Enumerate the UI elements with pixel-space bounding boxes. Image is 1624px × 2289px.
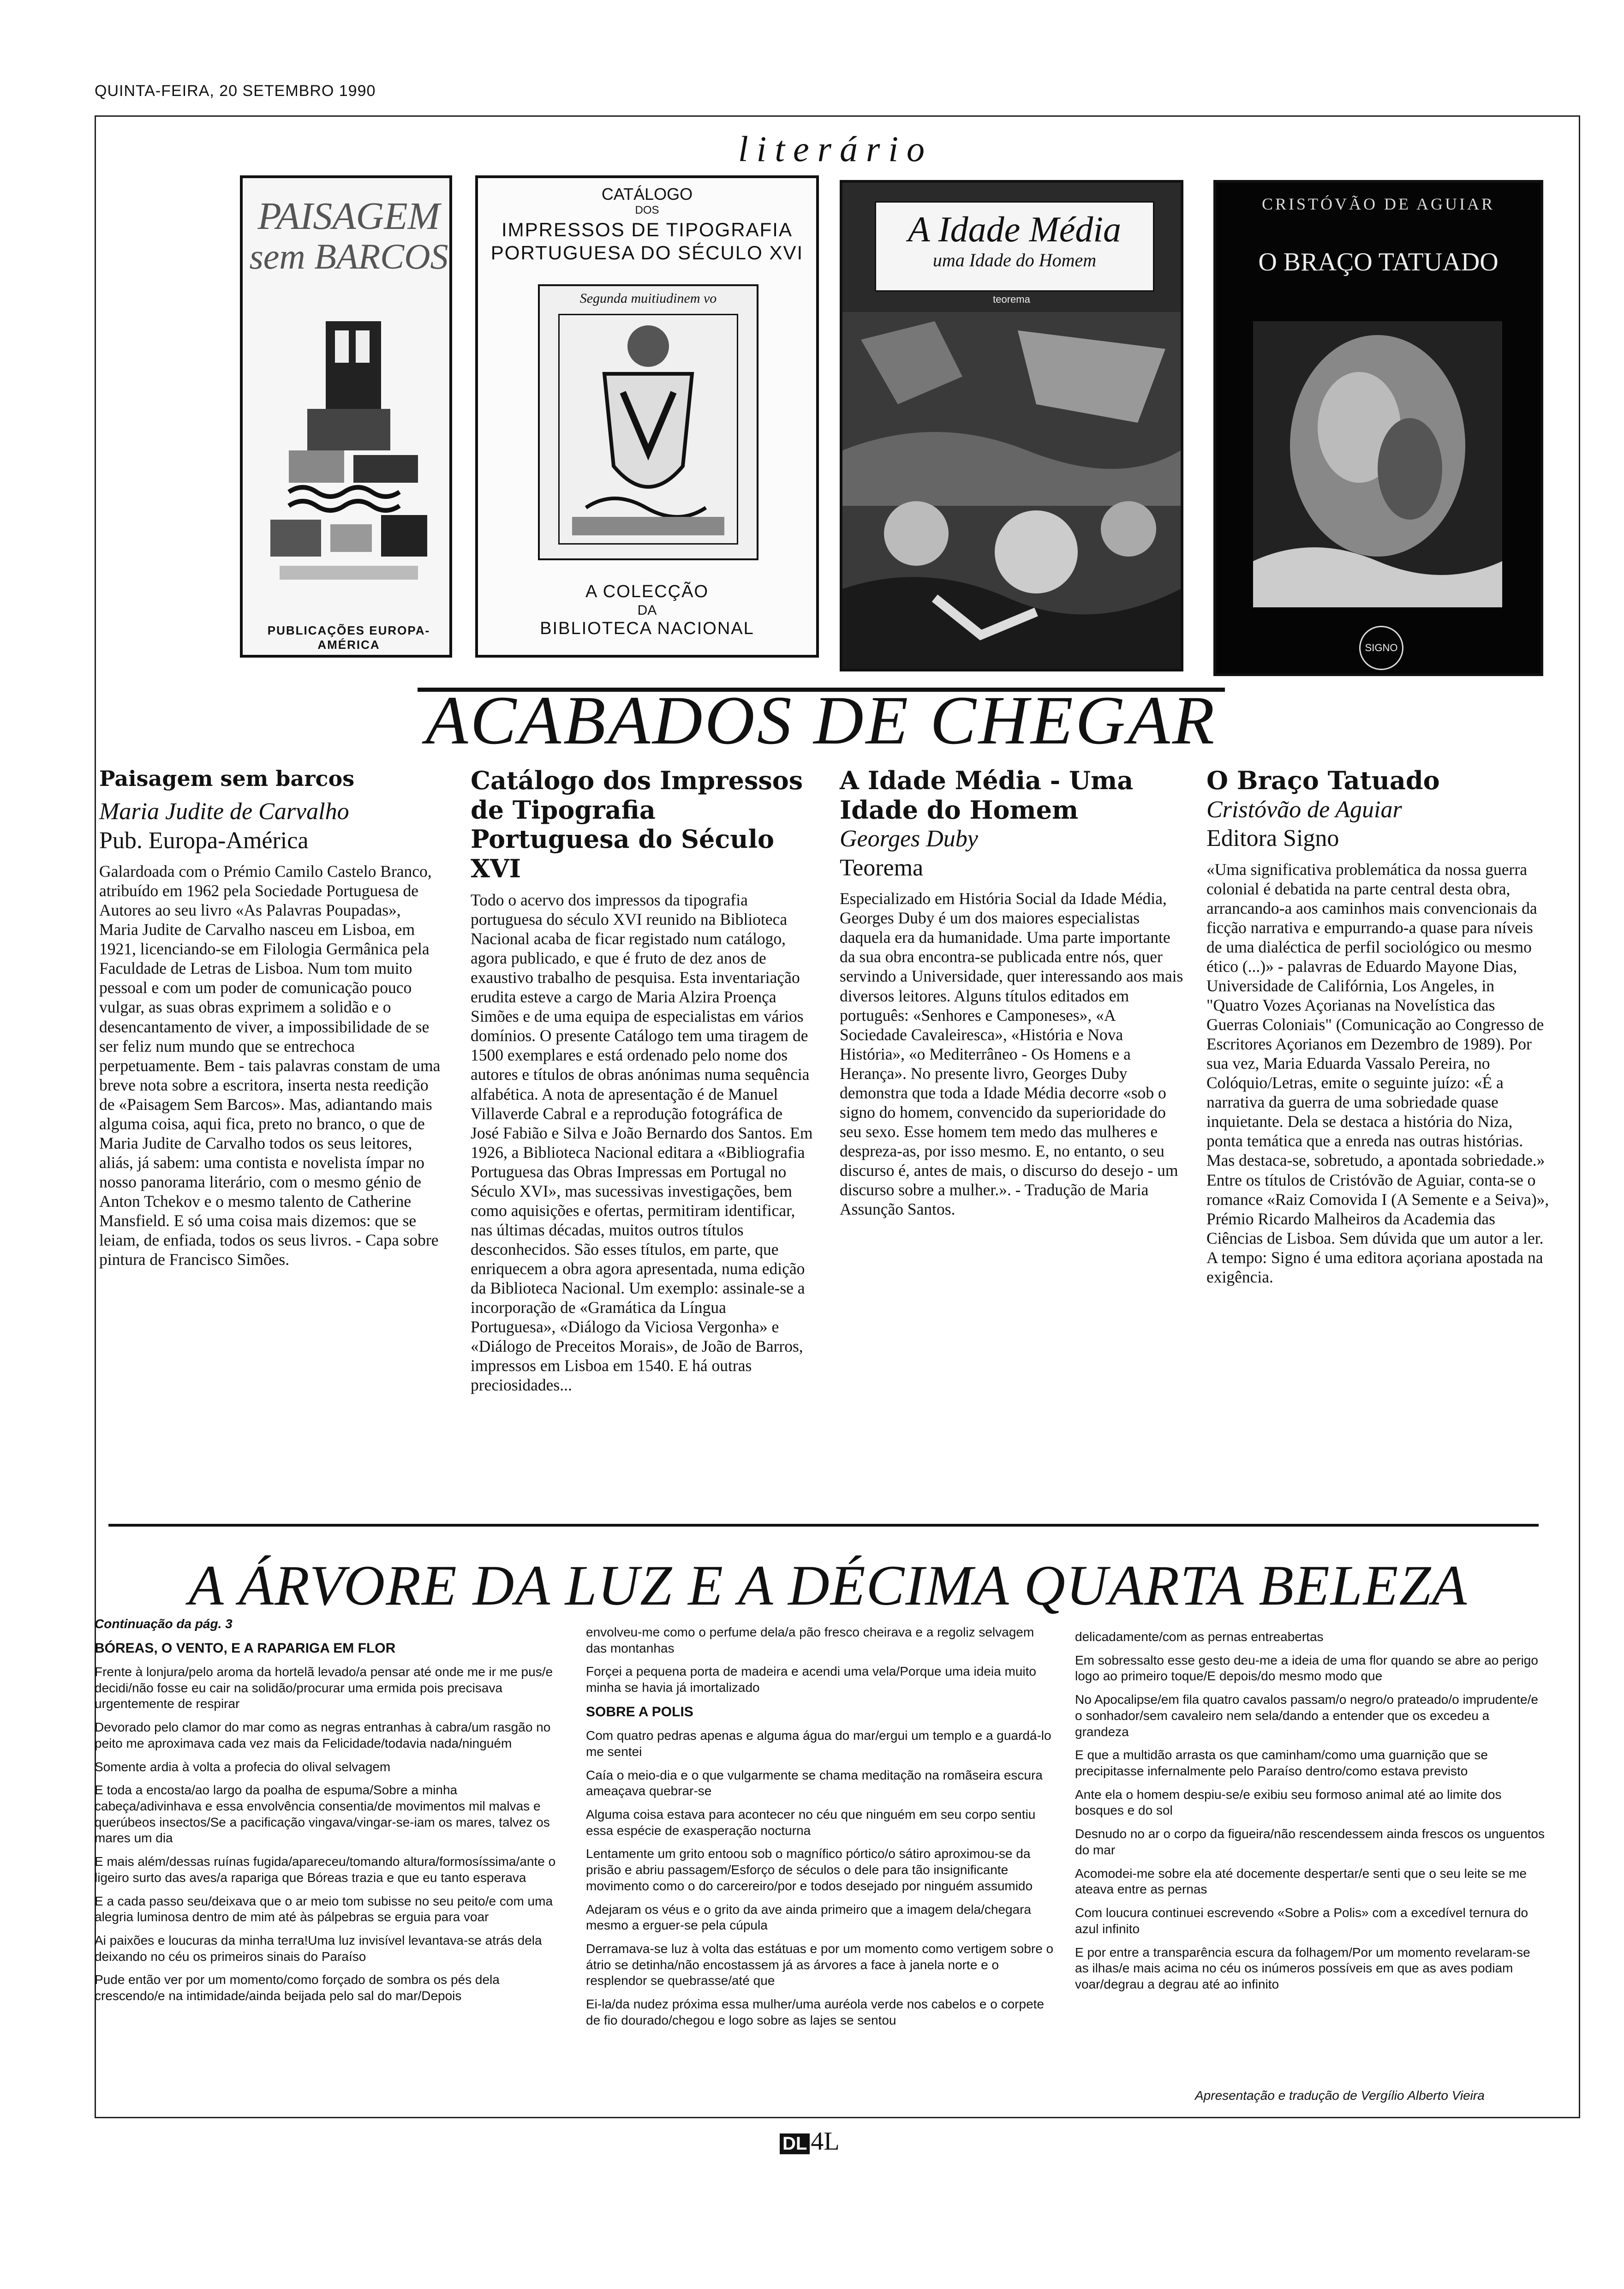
- poem-stanza: Acomodei-me sobre ela até docemente despertar/e senti que o seu leite se me ateava entre as pernas: [1075, 1866, 1527, 1897]
- cover-top2: DOS: [635, 204, 659, 216]
- book-cover-catalogo: [475, 175, 819, 658]
- review-idade-media: [840, 766, 1183, 1219]
- poem-stanza: Com quatro pedras apenas e alguma água do mar/ergui um templo e a guardá-lo me sentei: [586, 1728, 1051, 1759]
- cover-top3: IMPRESSOS DE TIPOGRAFIA: [501, 219, 793, 240]
- poem-stanza: Ei-la/da nudez próxima essa mulher/uma auréola verde nos cabelos e o corpete de fio dourado/chegou e logo sobre as lajes se sentou: [586, 1997, 1045, 2027]
- poem-column-3: [1075, 1629, 1546, 2000]
- poem-stanza: E mais além/dessas ruínas fugida/apareceu/tomando altura/formosíssima/ante o ligeiro surto das aves/a rapariga que Bóreas trazia e que eu tanto esperava: [95, 1854, 556, 1885]
- translation-credit: Apresentação e tradução de Vergílio Alberto Vieira: [1195, 2088, 1485, 2103]
- poem-stanza: Com loucura continuei escrevendo «Sobre a Polis» com a excedível ternura do azul infinito: [1075, 1906, 1528, 1936]
- review-title: O Braço Tatuado: [1206, 766, 1440, 795]
- poem-stanza: No Apocalipse/em fila quatro cavalos passam/o negro/o prateado/o imprudente/e o sonhador/sem cavaleiro nem sela/dando a entender que os excedeu a grandeza: [1075, 1692, 1538, 1739]
- medieval-painting-illustration: [842, 312, 1181, 671]
- poem-stanza: Alguma coisa estava para acontecer no céu que ninguém em seu corpo sentiu essa espécie de exasperação nocturna: [586, 1807, 1036, 1838]
- poem-column-2: [586, 1624, 1057, 2036]
- review-publisher: Teorema: [840, 854, 924, 881]
- poem-stanza: E a cada passo seu/deixava que o ar meio tom subisse no seu peito/e com uma alegria luminosa dentro de mim até às pálpebras se erguia para voar: [95, 1894, 553, 1924]
- review-body: Todo o acervo dos impressos da tipografia portuguesa do século XVI reunido na Biblioteca Nacional acaba de ficar registado num catálogo, agora publicado, e que é fruto de dez anos de exaustivo trabalho de pesquisa. Esta inventariação erudita esteve a cargo de Maria Alzira Proença Simões e de uma equipa de especialistas em vários domínios. O presente Catálogo tem uma tiragem de 1500 exemplares e está ordenado pelo nome dos autores e títulos de obras anónimas numa sequência alfabética. A nota de apresentação é de Manuel Villaverde Cabral e a reprodução fotográfica de José Fabião e Silva e João Bernardo dos Santos. Em 1926, a Biblioteca Nacional editara a «Bibliografia Portuguesa das Obras Impressas em Portugal no Século XVI», mas sucessivas investigações, bem como aquisições e ofertas, permitiram identificar, nas últimas décadas, muitos outros títulos desconhecidos. São esses títulos, em parte, que enriquecem a obra agora apresentada, numa edição da Biblioteca Nacional. Um exemplo: assinale-se a incorporação de «Gramática da Língua Portuguesa», «Diálogo da Viciosa Vergonha» e «Diálogo de Preceitos Morais», de João de Barros, impressos em Lisboa em 1540. E há outras preciosidades...: [471, 890, 813, 1395]
- abstract-painting-illustration: [261, 317, 436, 603]
- poem-stanza: envolveu-me como o perfume dela/a pão fresco cheirava e a regoliz selvagem das montanhas: [586, 1625, 1034, 1655]
- poem-stanza: Adejaram os véus e o grito da ave ainda primeiro que a imagem dela/chegara mesmo a erguer-se pela cúpula: [586, 1902, 1032, 1933]
- review-braco-tatuado: [1206, 766, 1550, 1287]
- poem-stanza: Devorado pelo clamor do mar como as negras entranhas à cabra/um rasgão no peito me aproximava cada vez mais da Felicidade/todavia nada/ninguém: [95, 1720, 551, 1750]
- heraldic-lion-icon: [558, 314, 738, 545]
- review-publisher: Editora Signo: [1206, 825, 1339, 852]
- review-title: Paisagem sem barcos: [99, 766, 355, 791]
- poem-headline: A ÁRVORE DA LUZ E A DÉCIMA QUARTA BELEZA: [188, 1554, 1468, 1617]
- woodcut-engraving: [538, 284, 758, 560]
- page-number: 4L: [811, 2127, 840, 2156]
- cover-title-line2: sem BARCOS: [249, 236, 448, 276]
- poem-stanza: Forçei a pequena porta de madeira e acendi uma vela/Porque uma ideia muito minha se havia já imortalizado: [586, 1664, 1036, 1695]
- page-folio: [780, 2127, 840, 2156]
- signo-logo: SIGNO: [1359, 626, 1403, 670]
- poem-stanza: delicadamente/com as pernas entreabertas: [1075, 1630, 1324, 1644]
- headline: ACABADOS DE CHEGAR: [425, 682, 1217, 759]
- cover-title: A Idade Média: [908, 209, 1122, 249]
- poem-heading: SOBRE A POLIS: [586, 1704, 693, 1720]
- poem-stanza: Frente à lonjura/pelo aroma da hortelã levado/a pensar até onde me ir me pus/e decidi/não fosse eu cair na solidão/procurar uma ermida pois precisava urgentemente de respirar: [95, 1664, 553, 1711]
- section-title: literário: [738, 129, 933, 169]
- torso-photo-illustration: [1253, 321, 1502, 607]
- poem-stanza: Ante ela o homem despiu-se/e exibiu seu formoso animal até ao limite dos bosques e do sol: [1075, 1787, 1502, 1818]
- cover-publisher: PUBLICAÇÕES EUROPA-AMÉRICA: [267, 623, 430, 652]
- poem-stanza: Ai paixões e loucuras da minha terra!Uma luz invisível levantava-se atrás dela deixando no céu os primeiros sinais do Paraíso: [95, 1933, 542, 1964]
- cover-top1: CATÁLOGO: [601, 185, 693, 204]
- poem-stanza: Pude então ver por um momento/como forçado de sombra os pés dela crescendo/e na intimidade/ainda beijada pelo sal do mar/Depois: [95, 1972, 500, 2003]
- book-cover-braco-tatuado: [1213, 180, 1543, 676]
- cover-bottom3: BIBLIOTECA NACIONAL: [540, 619, 754, 638]
- engraving-caption: Segunda muitiudinem vo: [579, 291, 717, 306]
- review-body: «Uma significativa problemática da nossa guerra colonial é debatida na parte central desta obra, arrancando-a aos caminhos mais convencionais da ficção narrativa e empurrando-a quase para níveis de uma dialéctica de perfil sociológico ou mesmo ético (...)» - palavras de Eduardo Mayone Dias, Universidade de Califórnia, Los Angeles, in "Quatro Vozes Açorianas na Novelística das Guerras Coloniais" (Comunicação ao Congresso de Escritores Açorianos em Dezembro de 1989). Por sua vez, Maria Eduarda Vassalo Pereira, no Colóquio/Letras, emite o seguinte juízo: «É a narrativa da guerra de uma sobriedade quase inquietante. Dela se destaca a história do Niza, ponta temática que a enreda nas outras histórias. Mas destaca-se, sobretudo, a apontada sobriedade.» Entre os títulos de Cristóvão de Aguiar, conta-se o romance «Raiz Comovida I (A Semente e a Seiva)», Prémio Ricardo Malheiros da Academia das Ciências de Lisboa. Sem dúvida que um autor a ler. A tempo: Signo é uma editora açoriana apostada na exigência.: [1206, 860, 1549, 1286]
- poem-rule-top: [108, 1524, 1539, 1527]
- review-publisher: Pub. Europa-América: [99, 827, 309, 854]
- cover-title-panel: [875, 201, 1154, 292]
- review-catalogo: [471, 766, 814, 1395]
- dateline: QUINTA-FEIRA, 20 SETEMBRO 1990: [95, 82, 376, 100]
- review-paisagem: [99, 766, 443, 1269]
- poem-stanza: E por entre a transparência escura da folhagem/Por um momento revelaram-se as ilhas/e mais acima no céu os inúmeros possíveis em que as aves podiam voar/degrau a degrau até ao infinito: [1075, 1945, 1530, 1991]
- poem-stanza: Caía o meio-dia e o que vulgarmente se chama meditação na romãseira escura ameaçava quebrar-se: [586, 1768, 1043, 1798]
- cover-bottom1: A COLECÇÃO: [585, 582, 709, 601]
- cover-subtitle: uma Idade do Homem: [932, 250, 1097, 270]
- review-author: Cristóvão de Aguiar: [1206, 796, 1402, 823]
- cover-author: CRISTÓVÃO DE AGUIAR: [1261, 195, 1495, 213]
- book-cover-paisagem: [240, 175, 452, 658]
- poem-stanza: E que a multidão arrasta os que caminham/como uma guarnição que se precipitasse infernalmente pelo Paraíso dentro/como estava previsto: [1075, 1748, 1488, 1779]
- review-body: Galardoada com o Prémio Camilo Castelo Branco, atribuído em 1962 pela Sociedade Portuguesa de Autores ao seu livro «As Palavras Poupadas», Maria Judite de Carvalho nasceu em Lisboa, em 1921, licenciando-se em Filologia Germânica pela Faculdade de Letras de Lisboa. Num tom muito pessoal e com um poder de comunicação pouco vulgar, as suas obras exprimem a solidão e o desencantamento de viver, a impossibilidade de se ser feliz num mundo que se entrechoca perpetuamente. Bem - tais palavras constam de uma breve nota sobre a escritora, inserta nesta reedição de «Paisagem Sem Barcos». Mas, adiantando mais alguma coisa, aqui fica, preto no branco, o que de Maria Judite de Carvalho todos os seus leitores, aliás, já sabem: uma contista e novelista ímpar no nosso panorama literário, com o mesmo génio de Anton Tchekov e o mesmo talento de Catherine Mansfield. E só uma coisa mais dizemos: que se leiam, de enfiada, todos os seus livros. - Capa sobre pintura de Francisco Simões.: [99, 862, 441, 1269]
- poem-stanza: Desnudo no ar o corpo da figueira/não rescendessem ainda frescos os unguentos do mar: [1075, 1827, 1545, 1857]
- newspaper-logo-icon: DL: [780, 2133, 810, 2154]
- cover-title: O BRAÇO TATUADO: [1258, 248, 1499, 276]
- review-body: Especializado em História Social da Idade Média, Georges Duby é um dos maiores especialistas daquela era da humanidade. Uma parte importante da sua obra encontra-se publicada entre nós, quer servindo a Universidade, quer interessando aos mais diversos leitores. Alguns títulos editados em português: «Senhores e Camponeses», «A Sociedade Cavaleiresca», «História e Nova História», «o Mediterrâneo - Os Homens e a Herança». No presente livro, Georges Duby demonstra que toda a Idade Média decorre «sob o signo do homem, convencido da superioridade do seu sexo. Esse homem tem medo das mulheres e despreza-as, por isso mesmo. E, no entanto, o seu discurso é, antes de mais, o discurso do desejo - um discurso sobre a mulher.». - Tradução de Maria Assunção Santos.: [840, 889, 1183, 1219]
- cover-title-line1: PAISAGEM: [257, 195, 440, 238]
- review-author: Maria Judite de Carvalho: [99, 798, 349, 825]
- poem-stanza: Lentamente um grito entoou sob o magnífico pórtico/o sátiro aproximou-se da prisão e abriu passagem/Esforço de séculos o dele para tão insignificante movimento como o do carcereiro/por e todos desejado por ninguém assumido: [586, 1846, 1033, 1893]
- poem-stanza: Derramava-se luz à volta das estátuas e por um momento como vertigem sobre o átrio se detinha/não encostassem já as árvores a face à janela norte e o resplendor se quebrasse/até que: [586, 1941, 1054, 1988]
- poem-stanza: Somente ardia à volta a profecia do olival selvagem: [95, 1759, 391, 1774]
- continuation-note: Continuação da pág. 3: [95, 1617, 233, 1631]
- poem-stanza: E toda a encosta/ao largo da poalha de espuma/Sobre a minha cabeça/adivinhava e essa envolvência consentia/de movimentos mil malvas e querúbeos insectos/Se a pacificação vingava/vingar-se-iam os mares, talvez os mares um dia: [95, 1783, 550, 1846]
- review-title: A Idade Média - Uma Idade do Homem: [840, 766, 1134, 825]
- poem-column-1: [95, 1616, 565, 2012]
- review-title: Catálogo dos Impressos de Tipografia Portuguesa do Século XVI: [471, 766, 803, 884]
- poem-stanza: Em sobressalto esse gesto deu-me a ideia de uma flor quando se abre ao perigo logo ao primeiro toque/E depois/do mesmo modo que: [1075, 1653, 1538, 1684]
- cover-bottom2: DA: [637, 603, 657, 618]
- review-author: Georges Duby: [840, 826, 978, 852]
- book-cover-idade-media: [840, 180, 1183, 671]
- cover-publisher: teorema: [993, 294, 1030, 305]
- poem-heading: BÓREAS, O VENTO, E A RAPARIGA EM FLOR: [95, 1640, 396, 1656]
- cover-top4: PORTUGUESA DO SÉCULO XVI: [490, 242, 804, 264]
